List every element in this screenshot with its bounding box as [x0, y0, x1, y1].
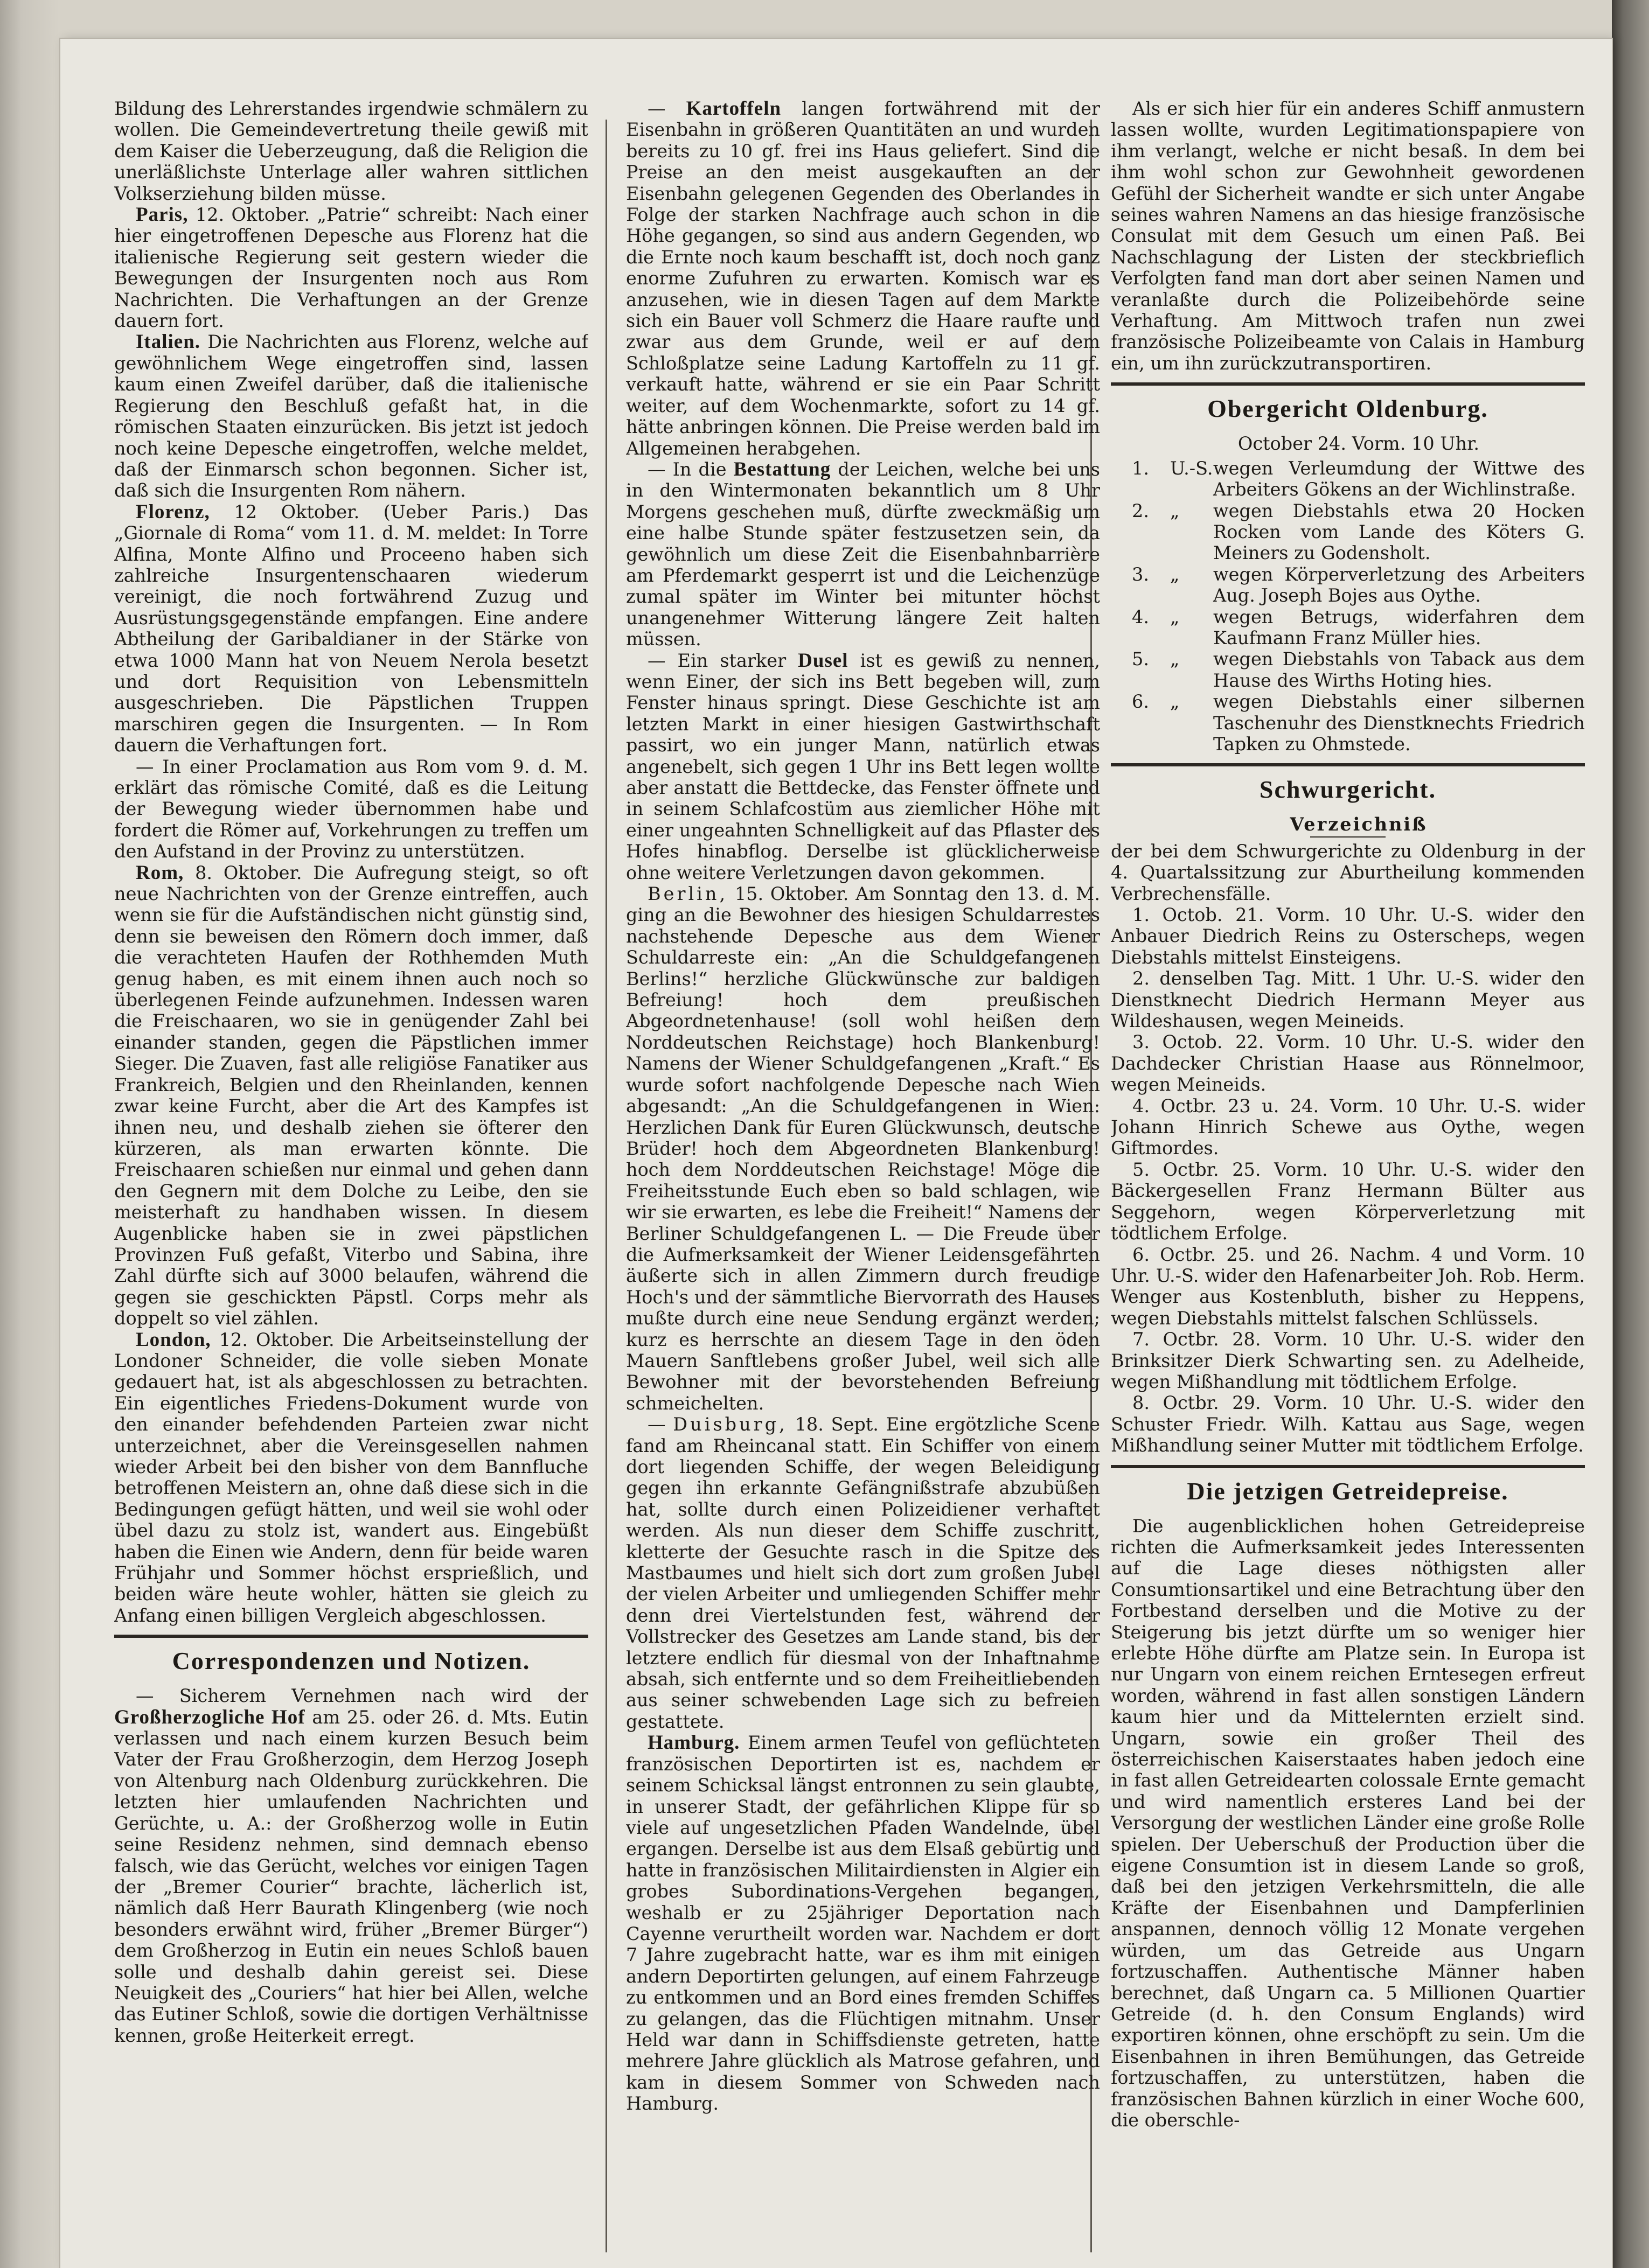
- obergericht-case: [1111, 458, 1585, 500]
- case-number: 4.: [1132, 606, 1149, 627]
- article-dusel-lead: — Ein starker: [648, 650, 787, 671]
- section-divider: [1111, 763, 1585, 766]
- dateline-duisburg: Duisburg,: [673, 1414, 788, 1435]
- article-bestattung-lead: — In die: [648, 458, 727, 480]
- case-number: 2.: [1132, 500, 1149, 521]
- case-label: U.-S.: [1170, 457, 1213, 479]
- keyword-bestattung: Bestattung: [733, 458, 831, 480]
- keyword-kartoffeln: Kartoffeln: [686, 98, 782, 120]
- dateline-paris: Paris,: [136, 204, 189, 226]
- schwurgericht-case: 2. denselben Tag. Mitt. 1 Uhr. U.-S. wider den Dienstknecht Diedrich Hermann Meyer aus Wildeshausen, wegen Meineids.: [1111, 968, 1585, 1032]
- case-label: „: [1170, 500, 1180, 521]
- article-london: [114, 1329, 588, 1627]
- case-number: 6.: [1132, 691, 1149, 713]
- article-hamburg-continued: Als er sich hier für ein anderes Schiff anmustern lassen wollte, wurden Legitimationspapiere von ihm verlangt, welche er nicht besaß. In dem bei ihm wohl schon zur Gewohnheit gewordenen Gefühl der Sicherheit wandte er sich unter Angabe seines wahren Namens an das hiesige französische Consulat mit dem Gesuch um einen Paß. Bei Nachschlagung der Listen der steckbrieflich Verfolgten fand man dort aber seinen Namen und veranlaßte durch die Polizeibehörde seine Verhaftung. Am Mittwoch trafen nun zwei französische Polizeibeamte von Calais in Hamburg ein, um ihn zurückzutransportiren.: [1111, 98, 1585, 374]
- case-label: „: [1170, 606, 1180, 627]
- column-middle: [626, 98, 1100, 2258]
- dateline-london: London,: [136, 1328, 211, 1351]
- section-divider: [1111, 382, 1585, 386]
- article-dusel-text: ist es gewiß zu nennen, wenn Einer, der sich ins Bett begeben will, zum Fenster hinaus springt. Diese Geschichte ist am letzten Markt in einer hiesigen Gastwirthschaft passirt, wo ein junger Mann, natürlich etwas angenebelt, sich gegen 1 Uhr ins Bett legen wollte aber anstatt die Bettdecke, das Fenster öffnete und in seinem Schlafcostüm aus ziemlicher Höhe mit einer ungeahnten Schnelligkeit auf das Pflaster des Hofes hinabflog. Derselbe ist glücklicherweise ohne weitere Verletzungen davon gekommen.: [626, 650, 1100, 883]
- obergericht-case: [1111, 648, 1585, 691]
- section-divider: [1111, 1465, 1585, 1468]
- schwurgericht-subtitle: Verzeichniß: [1290, 814, 1428, 835]
- newspaper-page: [60, 39, 1612, 2268]
- dash: —: [648, 98, 666, 119]
- section-heading-obergericht: Obergericht Oldenburg.: [1207, 395, 1488, 423]
- obergericht-case: [1111, 606, 1585, 649]
- dateline-rom: Rom,: [136, 861, 184, 884]
- case-number: 3.: [1132, 563, 1149, 585]
- case-label: „: [1170, 691, 1180, 713]
- schwurgericht-case: 3. Octob. 22. Vorm. 10 Uhr. U.-S. wider den Dachdecker Christian Haase aus Rönnelmoor, wegen Meineids.: [1111, 1031, 1585, 1095]
- case-number: 5.: [1132, 648, 1149, 670]
- article-rom-text: 8. Oktober. Die Aufregung steigt, so oft neue Nachrichten von der Grenze eintreffen, auch wenn sie für die Aufständischen nicht günstig sind, denn sie beweisen den Römern doch immer, daß die verachteten Haufen der Rothhemden Muth genug haben, es mit einem ihnen auch noch so überlegenen Feinde aufzunehmen. Indessen waren die Freischaaren, wo sie in genügender Zahl bei einander standen, gegen die Päpstlichen immer Sieger. Die Zuaven, fast alle religiöse Fanatiker aus Frankreich, Belgien und den Rheinlanden, kennen zwar keine Furcht, aber die Art des Kampfes ist ihnen neu, und deshalb ziehen sie öfterer den kürzeren, als man erwarten könnte. Die Freischaaren schießen nur einmal und gehen dann den Gegnern mit dem Dolche zu Leibe, den sie meisterhaft zu handhaben wissen. In diesem Augenblicke haben sie in zwei päpstlichen Provinzen Fuß gefaßt, Viterbo und Sabina, ihre Zahl dürfte sich auf 3000 belaufen, während die gegen sie geschickten Päpstl. Corps mehr als doppelt so viel zählen.: [114, 862, 588, 1329]
- column-left: [114, 98, 588, 2258]
- dateline-italien: Italien.: [136, 331, 201, 353]
- dateline-hamburg: Hamburg.: [648, 1732, 740, 1754]
- section-heading-schwurgericht: Schwurgericht.: [1259, 776, 1437, 804]
- column-rule: [606, 120, 607, 2252]
- schwurgericht-intro: der bei dem Schwurgerichte zu Oldenburg in der 4. Quartalssitzung zur Aburtheilung kommenden Verbrechensfälle.: [1111, 840, 1585, 904]
- schwurgericht-case: 4. Octbr. 23 u. 24. Vorm. 10 Uhr. U.-S. wider Johann Hinrich Schewe aus Oythe, wegen Giftmordes.: [1111, 1095, 1585, 1159]
- binding-edge: [1612, 0, 1649, 2268]
- case-label: „: [1170, 648, 1180, 670]
- article-paris: [114, 204, 588, 331]
- article-berlin: [626, 883, 1100, 1414]
- case-text: wegen Diebstahls einer silbernen Taschenuhr des Dienstknechts Friedrich Tapken zu Ohmstede.: [1213, 691, 1585, 755]
- case-text: wegen Körperverletzung des Arbeiters Aug. Joseph Bojes aus Oythe.: [1213, 563, 1585, 606]
- schwurgericht-case: 7. Octbr. 28. Vorm. 10 Uhr. U.-S. wider den Brinksitzer Dierk Schwarting sen. zu Adelheide, wegen Mißhandlung mit tödtlichem Erfolge.: [1111, 1329, 1585, 1392]
- schwurgericht-case: 8. Octbr. 29. Vorm. 10 Uhr. U.-S. wider den Schuster Friedr. Wilh. Kattau aus Sage, wegen Mißhandlung seiner Mutter mit tödtlichem Erfolge.: [1111, 1392, 1585, 1456]
- schwurgericht-case: 6. Octbr. 25. und 26. Nachm. 4 und Vorm. 10 Uhr. U.-S. wider den Hafenarbeiter Joh. Rob. Herm. Wenger aus Kostenbluth, bisher zu Heppens, wegen Diebstahls mittelst falschen Schlüssels.: [1111, 1244, 1585, 1329]
- article-proclamation: — In einer Proclamation aus Rom vom 9. d. M. erklärt das römische Comité, daß es die Leitung der Bewegung wieder übernommen habe und fordert die Römer auf, Vorkehrungen zu treffen um den Aufstand in der Provinz zu unterstützen.: [114, 756, 588, 862]
- dateline-berlin: Berlin,: [648, 883, 728, 905]
- obergericht-case-list: [1111, 458, 1585, 755]
- case-number: 1.: [1132, 457, 1149, 479]
- article-hamburg: [626, 1732, 1100, 2114]
- article-florenz-text: 12 Oktober. (Ueber Paris.) Das „Giornale di Roma“ vom 11. d. M. meldet: In Torre Alfina, Monte Alfino und Proceeno haben sich zahlreiche Insurgentenschaaren wiederum vereinigt, die noch fortwährend Zuzug und Ausrüstungsgegenstände empfangen. Eine andere Abtheilung der Garibaldianer in der Stärke von etwa 1000 Mann hat von Neuem Nerola besetzt und dort Requisition von Lebensmitteln ausgeschrieben. Die Päpstlichen Truppen marschiren gegen die Insurgenten. — In Rom dauern die Verhaftungen fort.: [114, 501, 588, 756]
- obergericht-date: October 24. Vorm. 10 Uhr.: [1237, 433, 1480, 455]
- obergericht-case: [1111, 500, 1585, 564]
- article-getreidepreise: Die augenblicklichen hohen Getreidepreise richten die Aufmerksamkeit jedes Interessenten auf die Lage dieses nöthigsten aller Consumtionsartikel und eine Betrachtung über den Fortbestand derselben und die Motive zu der Steigerung bis jetzt dürfte um so weniger hier erlebte Höhe dürfte am Platze sein. In Europa ist nur Ungarn von einem reichen Erntesegen erfreut worden, während in fast allen sonstigen Ländern kaum hier und da Mittelernten erzielt sind. Ungarn, sowie ein großer Theil des österreichischen Kaiserstaates haben jedoch eine in fast allen Getreidearten colossale Ernte gemacht und wird namentlich ersteres Land bei der Versorgung der westlichen Länder eine große Rolle spielen. Der Ueberschuß der Production über die eigene Consumtion ist in diesem Lande so groß, daß bei den jetzigen Verkehrsmitteln, die alle Kräfte der Eisenbahnen und Dampferlinien anspannen, dennoch völlig 12 Monate vergehen würden, um das Getreide aus Ungarn fortzuschaffen. Authentische Männer haben berechnet, daß Ungarn ca. 5 Millionen Quartier Getreide (d. h. den Consum Englands) wird exportiren können, ohne erschöpft zu sein. Um die Eisenbahnen in ihren Bemühungen, das Getreide fortzuschaffen, zu unterstützen, haben die französischen Bahnen kürzlich in einer Woche 600, die oberschle-: [1111, 1515, 1585, 2131]
- case-text: wegen Diebstahls von Taback aus dem Hause des Wirths Hoting hies.: [1213, 648, 1585, 691]
- article-hof-lead: — Sicherem Vernehmen nach wird der: [136, 1685, 588, 1707]
- schwurgericht-case: 5. Octbr. 25. Vorm. 10 Uhr. U.-S. wider den Bäckergesellen Franz Hermann Bülter aus Seggehorn, wegen Körperverletzung mit tödtlichem Erfolge.: [1111, 1159, 1585, 1244]
- obergericht-case: [1111, 691, 1585, 755]
- column-right: [1111, 98, 1585, 2258]
- article-hof: [114, 1685, 588, 2046]
- article-florenz: [114, 501, 588, 756]
- dateline-florenz: Florenz,: [136, 500, 210, 523]
- dash: —: [648, 1414, 666, 1435]
- article-london-text: 12. Oktober. Die Arbeitseinstellung der Londoner Schneider, die volle sieben Monate gedauert hat, ist als abgeschlossen zu betrachten. Ein eigentliches Friedens-Dokument wurde von den einander befehdenden Parteien zwar nicht unterzeichnet, aber die Vereinsgesellen nahmen wieder Arbeit bei den bisher von dem Bannfluche betroffenen Meistern an, ohne daß diese sich in die Bedingungen gefügt hätten, und weil sie wohl oder übel dazu zu stolz ist, wandert aus. Eingebüßt haben die Einen wie Andern, denn für beide waren Frühjahr und Sommer höchst ersprießlich, und beiden wäre heute wohler, hätten sie gleich zu Anfang einen billigen Vergleich abgeschlossen.: [114, 1329, 588, 1626]
- article-hamburg-text: Einem armen Teufel von geflüchteten französischen Deportirten ist es, nachdem er seinem Schicksal längst entronnen zu sein glaubte, in unserer Stadt, der gefährlichen Klippe für so viele auf ungesetzlichen Pfaden Wandelnde, übel ergangen. Derselbe ist aus dem Elsaß gebürtig und hatte in französischen Militairdiensten in Algier ein grobes Subordinations-Vergehen begangen, weshalb er zu 25jähriger Deportation nach Cayenne verurtheilt worden war. Nachdem er dort 7 Jahre zugebracht hatte, war es ihm mit einigen andern Deportirten gelungen, auf einem Fahrzeuge zu entkommen und an Bord eines fremden Schiffes zu gelangen, das die Flüchtigen mitnahm. Unser Held war dann in Schiffsdienste getreten, hatte mehrere Jahre glücklich als Matrose gefahren, und kam in diesem Sommer von Schweden nach Hamburg.: [626, 1732, 1100, 2115]
- section-heading-getreidepreise: Die jetzigen Getreidepreise.: [1187, 1477, 1509, 1505]
- article-bestattung-text: der Leichen, welche bei uns in den Wintermonaten bekanntlich um 8 Uhr Morgens geschehen muß, dürfte zweckmäßig um eine halbe Stunde später festzusetzen sein, da gewöhnlich um diese Zeit die Eisenbahnbarrière am Pferdemarkt gesperrt ist und die Leichenzüge zumal später im Winter bei mitunter höchst unangenehmer Witterung längere Zeit halten müssen.: [626, 458, 1100, 650]
- keyword-hof: Großherzogliche Hof: [114, 1706, 305, 1728]
- keyword-dusel: Dusel: [798, 649, 848, 672]
- section-divider: [114, 1635, 588, 1638]
- article-paris-text: 12. Oktober. „Patrie“ schreibt: Nach einer hier eingetroffenen Depesche aus Florenz hat die italienische Regierung seit gestern wieder die Bewegungen der Insurgenten noch aus Rom Nachrichten. Die Verhaftungen an der Grenze dauern fort.: [114, 204, 588, 332]
- schwurgericht-case-list: [1111, 904, 1585, 1456]
- section-heading-correspondenzen: Correspondenzen und Notizen.: [172, 1647, 531, 1675]
- article-berlin-text: 15. Oktober. Am Sonntag den 13. d. M. ging an die Bewohner des hiesigen Schuldarrestes nachstehende Depesche aus dem Wiener Schuldarreste ein: „An die Schuldgefangenen Berlins!“ herzliche Glückwünsche zur baldigen Befreiung! hoch dem preußischen Abgeordnetenhause! (soll wohl heißen dem Norddeutschen Reichstage) hoch Blankenburg! Namens der Wiener Schuldgefangenen „Kraft.“ Es wurde sofort nachfolgende Depesche nach Wien abgesandt: „An die Schuldgefangenen in Wien: Herzlichen Dank für Euren Glückwunsch, deutsche Brüder! hoch dem Abgeordneten Blankenburg! hoch dem Norddeutschen Reichstage! Möge die Freiheitsstunde Euch eben so bald schlagen, wie wir sie erwarten, es lebe die Freiheit!“ Namens der Berliner Schuldgefangenen L. — Die Freude über die Aufmerksamkeit der Wiener Leidensgefährten äußerte sich in allen Zimmern durch freudige Hoch's und der sämmtliche Biervorrath des Hauses mußte durch eine neue Sendung ergänzt werden; kurz es herrschte an diesem Tage in den öden Mauern Sanftlebens großer Jubel, weil sich alle Bewohner mit der bevorstehenden Befreiung schmeichelten.: [626, 883, 1100, 1414]
- article-duisburg-text: 18. Sept. Eine ergötzliche Scene fand am Rheincanal statt. Ein Schiffer von einem dort liegenden Schiffe, der wegen Beleidigung gegen ihn erkannte Gefängnißstrafe abzubüßen hat, sollte durch einen Polizeidiener verhaftet werden. Als nun dieser dem Schiffe zuschritt, kletterte der Gesuchte rasch in die Spitze des Mastbaumes und hielt sich dort zum großen Jubel der vielen Arbeiter und umliegenden Schiffer mehr denn drei Viertelstunden fest, während der Vollstrecker des Gesetzes am Lande stand, bis der letztere endlich für diesmal von der Inhaftnahme absah, sich entfernte und so dem Freiheitliebenden aus seiner schwebenden Lage sich zu befreien gestattete.: [626, 1414, 1100, 1732]
- article-continuation: Bildung des Lehrerstandes irgendwie schmälern zu wollen. Die Gemeindevertretung theile gewiß mit dem Kaiser die Ueberzeugung, daß die Religion die unerläßlichste Unterlage aller wahren sittlichen Volkserziehung bilden müsse.: [114, 98, 588, 204]
- article-kartoffeln-text: langen fortwährend mit der Eisenbahn in größeren Quantitäten an und wurden bereits zu 10 gf. frei ins Haus geliefert. Sind die Preise an den meist ausgekauften an der Eisenbahn gelegenen Gegenden des Oberlandes in Folge der starken Nachfrage auch schon in die Höhe gegangen, so sind aus andern Gegenden, wo die Ernte noch kaum beschafft ist, doch noch ganz enorme Zufuhren zu erwarten. Komisch war es anzusehen, wie in diesen Tagen auf dem Markte sich ein Bauer voll Schmerz die Haare raufte und zwar aus dem Grunde, weil er auf dem Schloßplatze seine Ladung Kartoffeln zu 11 gf. verkauft hatte, während er sie ein Paar Schritt weiter, auf dem Wochenmarkte, sofort zu 14 gf. hätte anbringen können. Die Preise werden bald im Allgemeinen herabgehen.: [626, 98, 1100, 459]
- schwurgericht-case: 1. Octob. 21. Vorm. 10 Uhr. U.-S. wider den Anbauer Diedrich Reins zu Osterscheps, wegen Diebstahls mittelst Einsteigens.: [1111, 904, 1585, 968]
- case-text: wegen Verleumdung der Wittwe des Arbeiters Gökens an der Wichlinstraße.: [1213, 457, 1585, 500]
- case-text: wegen Betrugs, widerfahren dem Kaufmann Franz Müller hies.: [1213, 606, 1585, 648]
- obergericht-case: [1111, 564, 1585, 606]
- article-kartoffeln: [626, 98, 1100, 459]
- article-hof-text: am 25. oder 26. d. Mts. Eutin verlassen und nach einem kurzen Besuch beim Vater der Frau Großherzogin, dem Herzog Joseph von Altenburg nach Oldenburg zurückkehren. Die letzten hier umlaufenden Nachrichten und Gerüchte, u. A.: der Großherzog wolle in Eutin seine Residenz nehmen, sind demnach ebenso falsch, wie das Gerücht, welches vor einigen Tagen der „Bremer Courier“ brachte, lächerlich ist, nämlich daß Herr Baurath Klingenberg (wie noch besonders erwähnt wird, früher „Bremer Bürger“) dem Großherzog in Eutin ein neues Schloß bauen solle und deshalb dahin gereist sei. Diese Neuigkeit des „Couriers“ hat hier bei Allen, welche das Eutiner Schloß, sowie die dortigen Verhältnisse kennen, große Heiterkeit erregt.: [114, 1706, 588, 2046]
- article-rom: [114, 862, 588, 1329]
- article-dusel: [626, 650, 1100, 883]
- subtitle-underline: [1310, 836, 1386, 838]
- case-text: wegen Diebstahls etwa 20 Hocken Rocken vom Lande des Köters G. Meiners zu Godensholt.: [1213, 500, 1585, 564]
- article-bestattung: [626, 459, 1100, 650]
- article-italien: [114, 331, 588, 501]
- article-duisburg: [626, 1414, 1100, 1732]
- case-label: „: [1170, 563, 1180, 585]
- article-italien-text: Die Nachrichten aus Florenz, welche auf gewöhnlichem Wege eingetroffen sind, lassen kaum einen Zweifel darüber, daß die italienische Regierung den Beschluß gefaßt hat, in die römischen Staaten einzurücken. Bis jetzt ist jedoch noch keine Depesche eingetroffen, welche meldet, daß der Einmarsch schon begonnen. Sicher ist, daß sich die Insurgenten Rom nähern.: [114, 331, 588, 501]
